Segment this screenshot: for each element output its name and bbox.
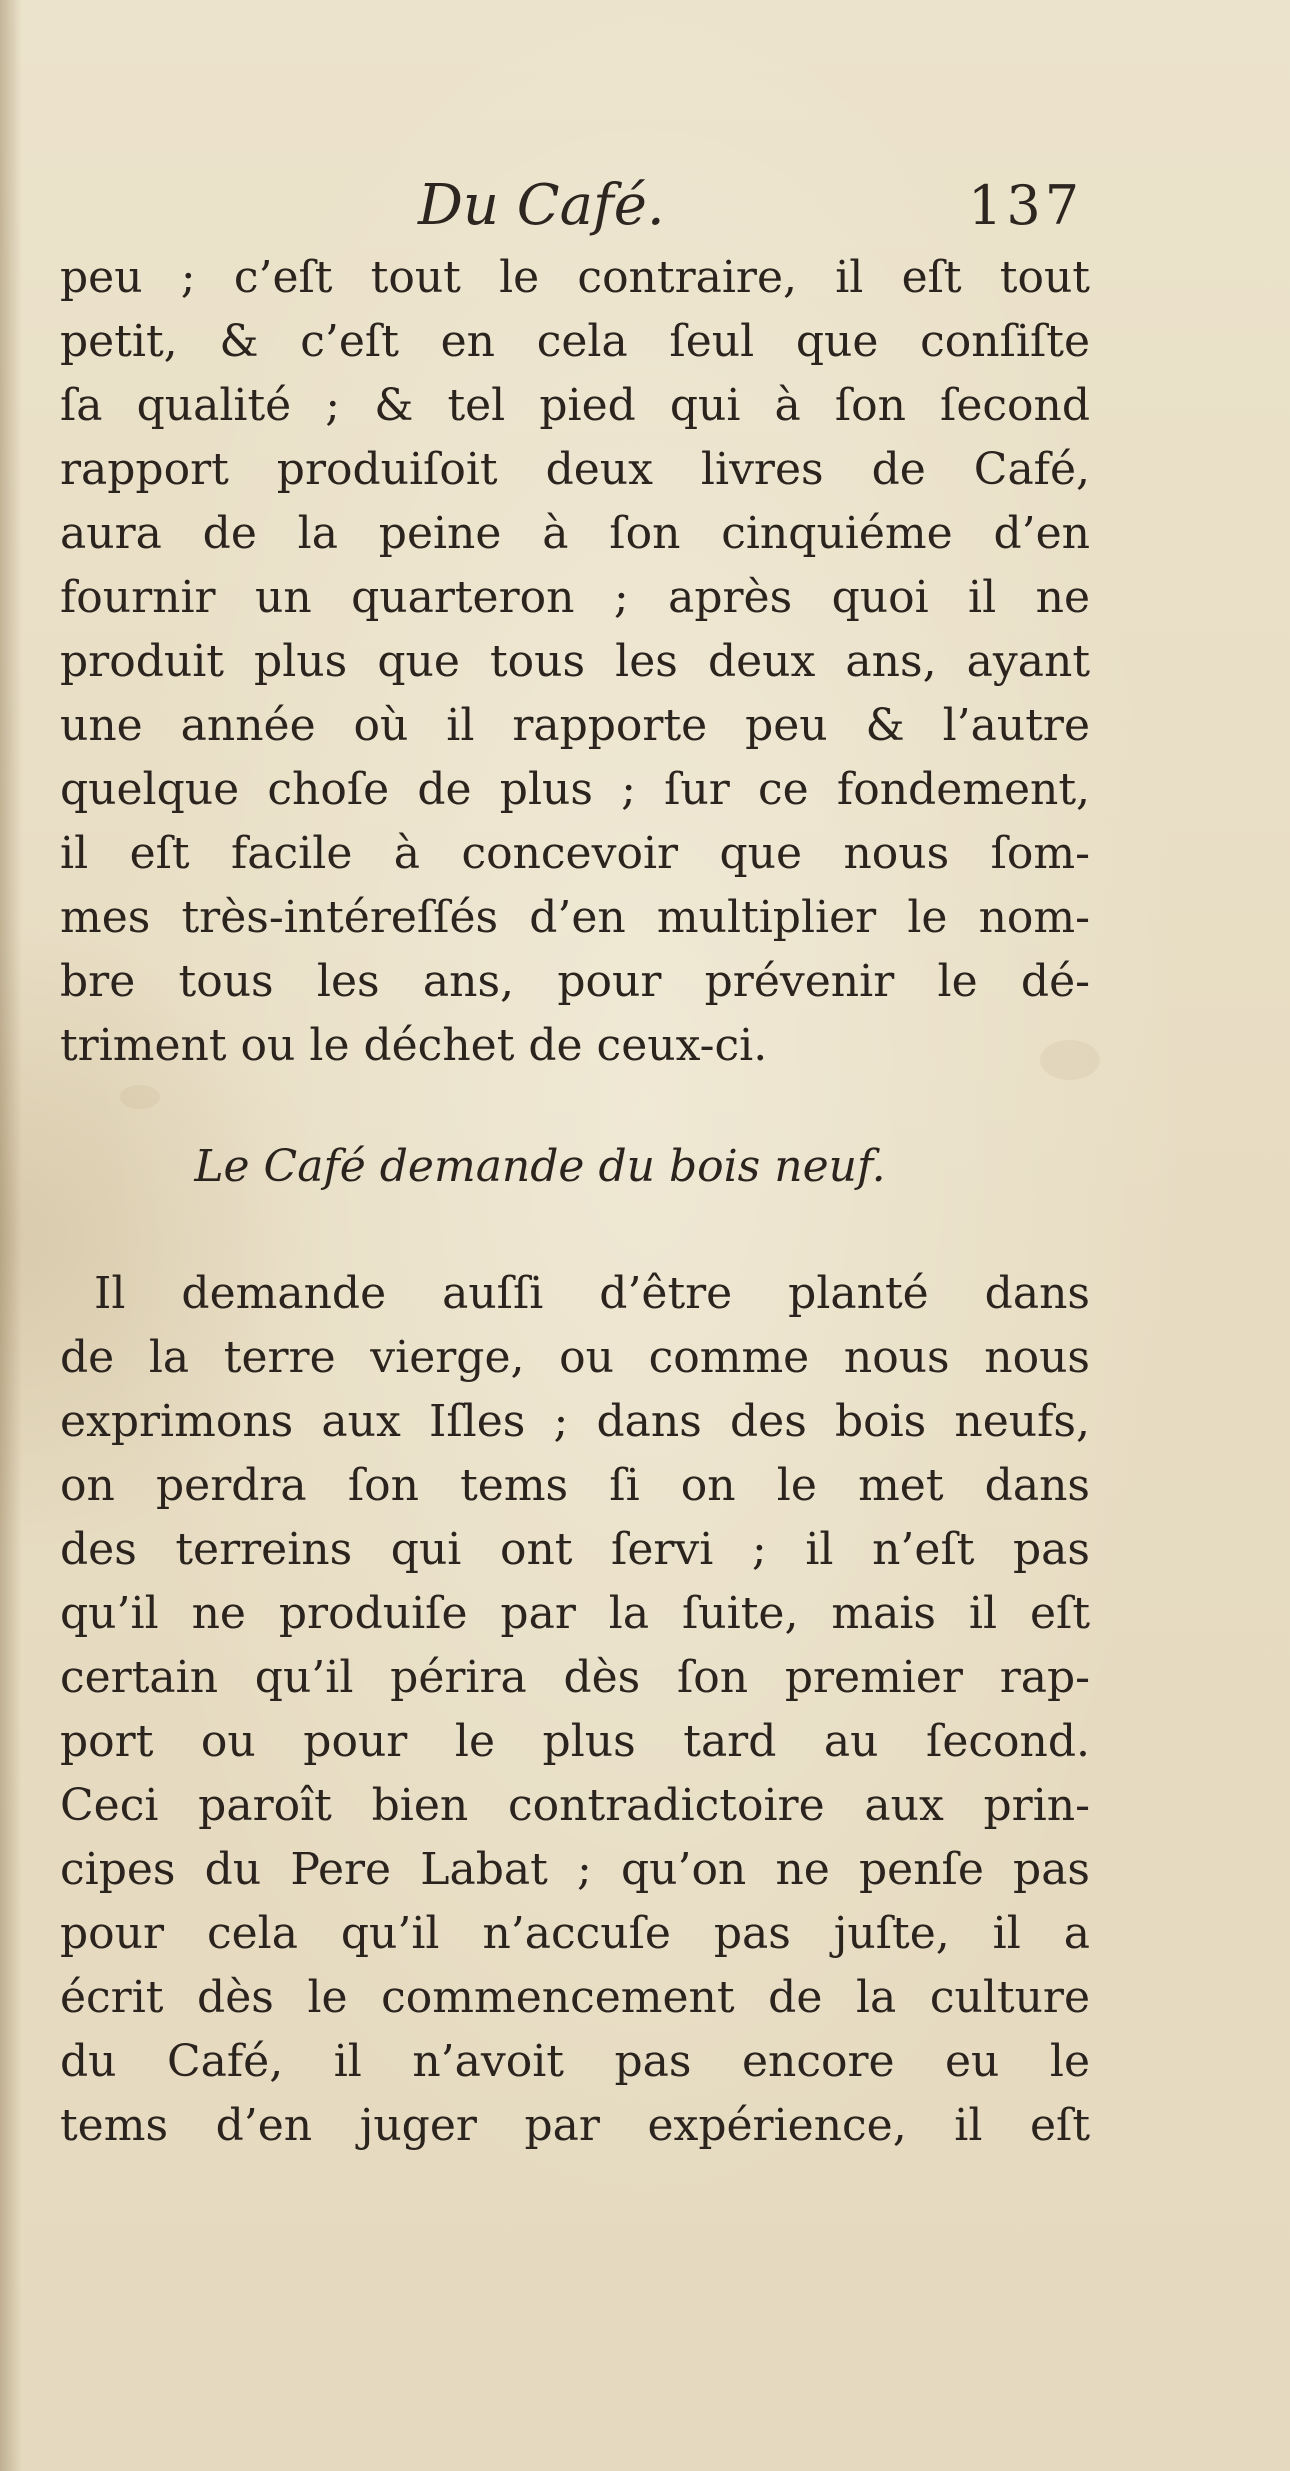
text-line: ſa qualité ; & tel pied qui à ſon ſecond	[60, 380, 1090, 431]
text-line: cipes du Pere Labat ; qu’on ne penſe pas	[60, 1844, 1090, 1895]
text-line: qu’il ne produiſe par la ſuite, mais il eſt	[60, 1588, 1090, 1639]
text-line: une année où il rapporte peu & l’autre	[60, 700, 1090, 751]
text-line: bre tous les ans, pour prévenir le dé-	[60, 956, 1090, 1007]
text-line: pour cela qu’il n’accuſe pas juſte, il a	[60, 1908, 1090, 1959]
section-heading: Le Café demande du bois neuf.	[194, 1141, 886, 1192]
text-line: exprimons aux Iſles ; dans des bois neufs,	[60, 1396, 1090, 1447]
text-line: du Café, il n’avoit pas encore eu le	[60, 2036, 1090, 2087]
section-gap	[60, 1202, 1090, 1262]
paragraph	[60, 1262, 1090, 2158]
binding-shadow	[0, 0, 22, 2471]
paragraph-continued	[60, 246, 1090, 1078]
page-body	[60, 246, 1090, 2158]
text-line: aura de la peine à ſon cinquiéme d’en	[60, 508, 1090, 559]
text-line: triment ou le déchet de ceux-ci.	[60, 1020, 768, 1071]
page-number: 137	[968, 174, 1084, 237]
text-line: rapport produiſoit deux livres de Café,	[60, 444, 1090, 495]
text-line: quelque choſe de plus ; ſur ce fondement,	[60, 764, 1090, 815]
text-line: peu ; c’eſt tout le contraire, il eſt tout	[60, 252, 1090, 303]
text-line: on perdra ſon tems ſi on le met dans	[60, 1460, 1090, 1511]
text-line: fournir un quarteron ; après quoi il ne	[60, 572, 1090, 623]
text-line: écrit dès le commencement de la culture	[60, 1972, 1090, 2023]
text-line: port ou pour le plus tard au ſecond.	[60, 1716, 1090, 1767]
text-line: certain qu’il périra dès ſon premier rap-	[60, 1652, 1090, 1703]
text-line: Il demande auſſi d’être planté dans	[94, 1268, 1090, 1319]
text-line: de la terre vierge, ou comme nous nous	[60, 1332, 1090, 1383]
text-line: Ceci paroît bien contradictoire aux prin-	[60, 1780, 1090, 1831]
text-line: tems d’en juger par expérience, il eſt	[60, 2100, 1090, 2151]
running-head-title: Du Café.	[418, 173, 665, 238]
text-line: des terreins qui ont ſervi ; il n’eſt pas	[60, 1524, 1090, 1575]
text-line: petit, & c’eſt en cela ſeul que conſiſte	[60, 316, 1090, 367]
text-line: mes très-intéreſſés d’en multiplier le nom-	[60, 892, 1090, 943]
text-line: produit plus que tous les deux ans, ayant	[60, 636, 1090, 687]
section-gap	[60, 1078, 1090, 1132]
text-line: il eſt facile à concevoir que nous ſom-	[60, 828, 1090, 879]
running-head	[0, 166, 1290, 246]
